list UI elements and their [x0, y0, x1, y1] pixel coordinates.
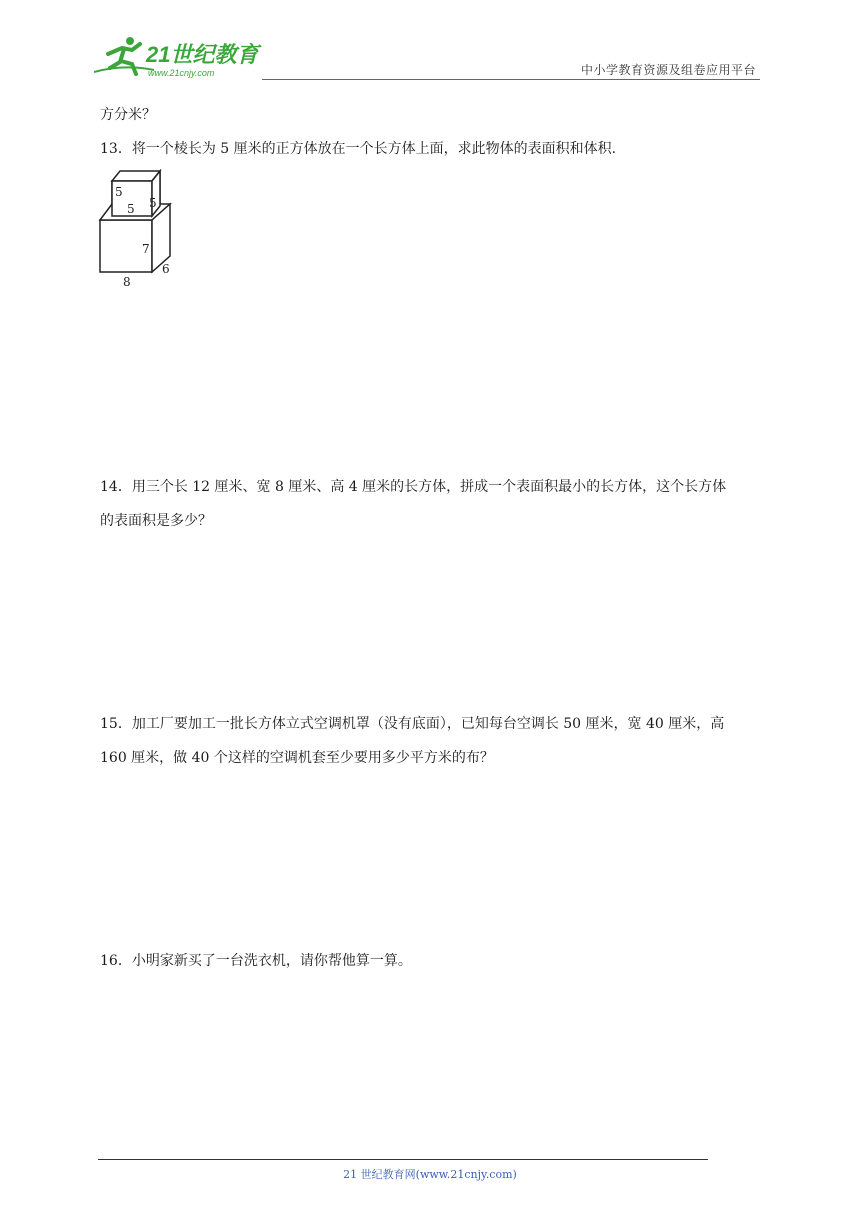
cube-edge-side-label: 5 — [149, 196, 157, 210]
question-15-line-1: 15．加工厂要加工一批长方体立式空调机罩（没有底面），已知每台空调长 50 厘米，宽 40 厘米，高 — [100, 716, 725, 732]
question-14-line-2: 的表面积是多少？ — [100, 513, 212, 529]
page-header — [0, 0, 860, 90]
logo-runner-icon — [94, 34, 264, 82]
footer-link[interactable]: 21 世纪教育网(www.21cnjy.com) — [343, 1168, 517, 1181]
question-14-line-1: 14．用三个长 12 厘米、宽 8 厘米、高 4 厘米的长方体，拼成一个表面积最小的长方体，这个长方体 — [100, 479, 727, 495]
question-12-tail: 方分米？ — [100, 107, 156, 123]
question-15-line-2: 160 厘米，做 40 个这样的空调机套至少要用多少平方米的布？ — [100, 750, 494, 766]
logo-text: 21世纪教育 — [146, 42, 259, 67]
question-16-text: 16．小明家新买了一台洗衣机，请你帮他算一算。 — [100, 953, 412, 969]
question-13-figure — [94, 166, 184, 292]
question-13-text: 13．将一个棱长为 5 厘米的正方体放在一个长方体上面，求此物体的表面积和体积. — [100, 141, 617, 157]
header-divider — [262, 79, 760, 80]
cube-edge-bottom-label: 5 — [127, 202, 135, 216]
footer-divider — [98, 1159, 708, 1160]
cube-edge-front-label: 5 — [115, 185, 123, 199]
site-label: 中小学教育资源及组卷应用平台 — [580, 63, 756, 77]
logo-url: www.21cnjy.com — [148, 68, 215, 78]
box-length-label: 8 — [123, 275, 131, 289]
box-height-label: 7 — [142, 242, 150, 256]
box-width-label: 6 — [162, 262, 170, 276]
site-logo[interactable] — [94, 34, 264, 82]
